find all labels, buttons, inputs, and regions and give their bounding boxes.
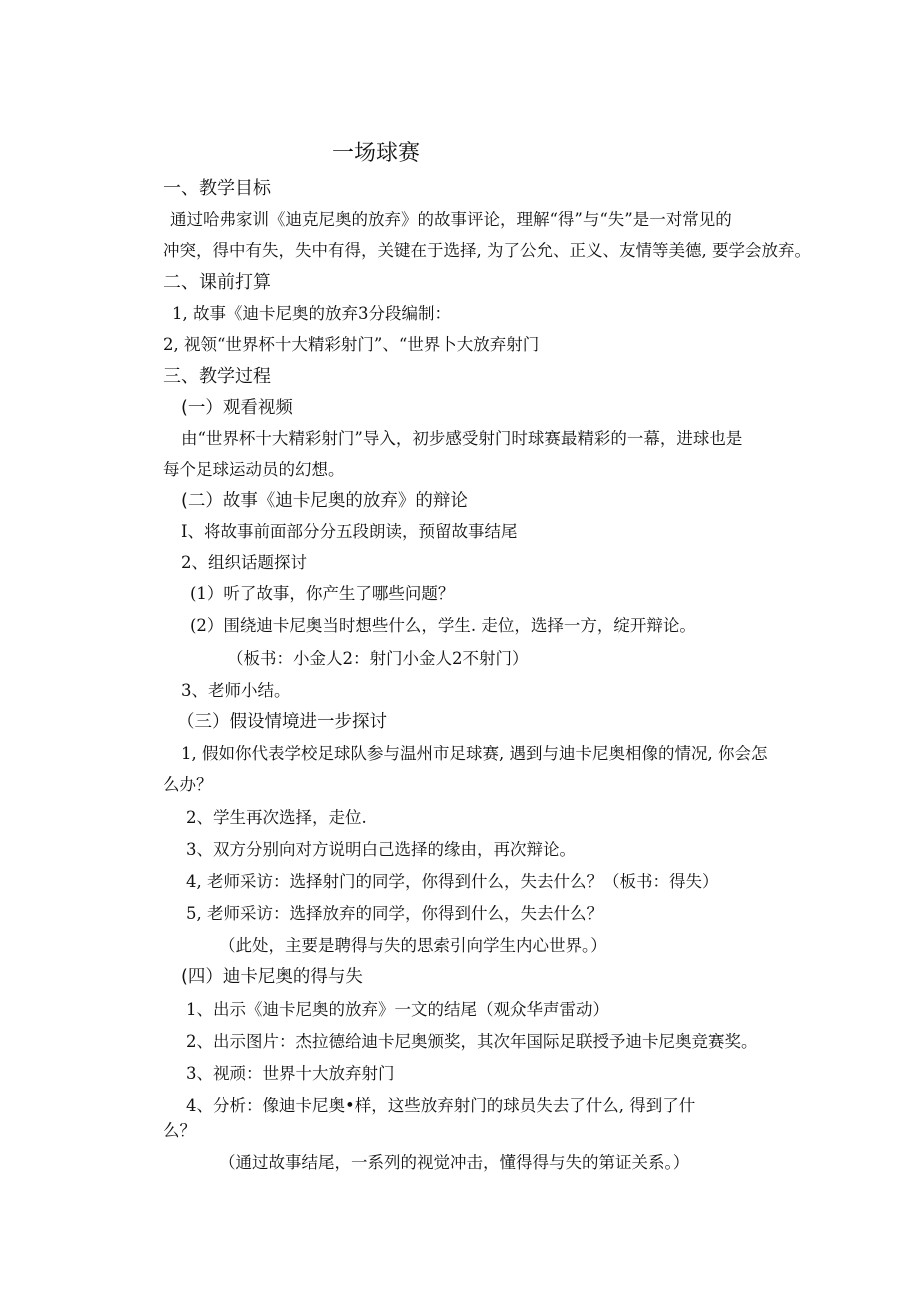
scenario-item-1-line1: 1, 假如你代表学校足球队参与温州市足球赛, 遇到与迪卡尼奥相像的情况, 你会怎 — [181, 744, 768, 763]
section-heading-preparation: 二、课前打算 — [163, 272, 271, 293]
scenario-item-3: 3、双方分别向对方说明白己选择的缘由，再次辩论。 — [186, 840, 576, 859]
scenario-item-1-line2: 么办？ — [163, 775, 213, 794]
subsection-heading-video: (一）观看视频 — [181, 398, 293, 418]
video-paragraph-line2: 每个足球运动员的幻想。 — [163, 460, 345, 479]
gain-loss-item-4-line1: 4、分析：像迪卡尼奥•样，这些放弃射门的球员失去了什么, 得到了什 — [186, 1096, 696, 1115]
debate-item-3: 3、老师小结。 — [181, 681, 291, 700]
gain-loss-item-3: 3、视顽：世界十大放弃射门 — [186, 1064, 395, 1083]
scenario-item-2: 2、学生再次选择，走位. — [186, 808, 367, 827]
gain-loss-item-2: 2、出示图片：杰拉德给迪卡尼奥颁奖，其次年国际足联授予迪卡尼奥竞赛奖。 — [186, 1032, 758, 1051]
debate-item-2-sub-2: (2）围绕迪卡尼奥当时想些什么，学生. 走位，选择一方，绽开辩论。 — [190, 616, 696, 635]
debate-board-note: （板书：小金人2：射门小金人2不射门） — [227, 649, 529, 668]
debate-item-2: 2、组织话题探讨 — [181, 553, 307, 572]
objectives-paragraph-line2: 冲突，得中有失，失中有得，关键在于选择, 为了公允、正义、友情等美德, 要学会放弃。 — [163, 241, 811, 260]
subsection-heading-scenario: （三）假设情境进一步探讨 — [177, 712, 387, 732]
debate-item-1: I、将故事前面部分分五段朗读，预留故事结尾 — [181, 522, 518, 541]
scenario-item-4: 4, 老师采访：选择射门的同学，你得到什么，失去什么？（板书：得失） — [186, 872, 719, 891]
page-title: 一场球赛 — [332, 141, 421, 166]
section-heading-objectives: 一、教学目标 — [163, 178, 271, 199]
objectives-paragraph-line1: 通过哈弗家训《迪克尼奥的放弃》的故事评论，理解“得”与“失”是一对常见的 — [170, 210, 732, 229]
subsection-heading-gain-loss: (四）迪卡尼奥的得与失 — [181, 967, 363, 987]
scenario-note: （此处，主要是聘得与失的思索引向学生内心世界。） — [219, 936, 607, 955]
gain-loss-item-1: 1、出示《迪卡尼奥的放弃》一文的结尾（观众华声雷动） — [186, 1000, 609, 1019]
gain-loss-item-4-line2: 么？ — [163, 1121, 196, 1140]
preparation-item-2: 2, 视领“世界杯十大精彩射门”、“世界卜大放弃射门 — [163, 335, 540, 354]
video-paragraph-line1: 由“世界杯十大精彩射门”导入，初步感受射门时球赛最精彩的一幕，进球也是 — [181, 429, 743, 448]
debate-item-2-sub-1: (1）听了故事，你产生了哪些问题？ — [190, 584, 455, 603]
gain-loss-note: （通过故事结尾，一系列的视觉冲击，懂得得与失的第证关系。） — [219, 1153, 690, 1172]
scenario-item-5: 5, 老师采访：选择放弃的同学，你得到什么，失去什么？ — [186, 904, 603, 923]
section-heading-process: 三、教学过程 — [163, 366, 271, 387]
preparation-item-1: 1, 故事《迪卡尼奥的放弃3分段编制： — [172, 304, 451, 323]
subsection-heading-debate: (二）故事《迪卡尼奥的放弃》的辩论 — [181, 491, 468, 511]
